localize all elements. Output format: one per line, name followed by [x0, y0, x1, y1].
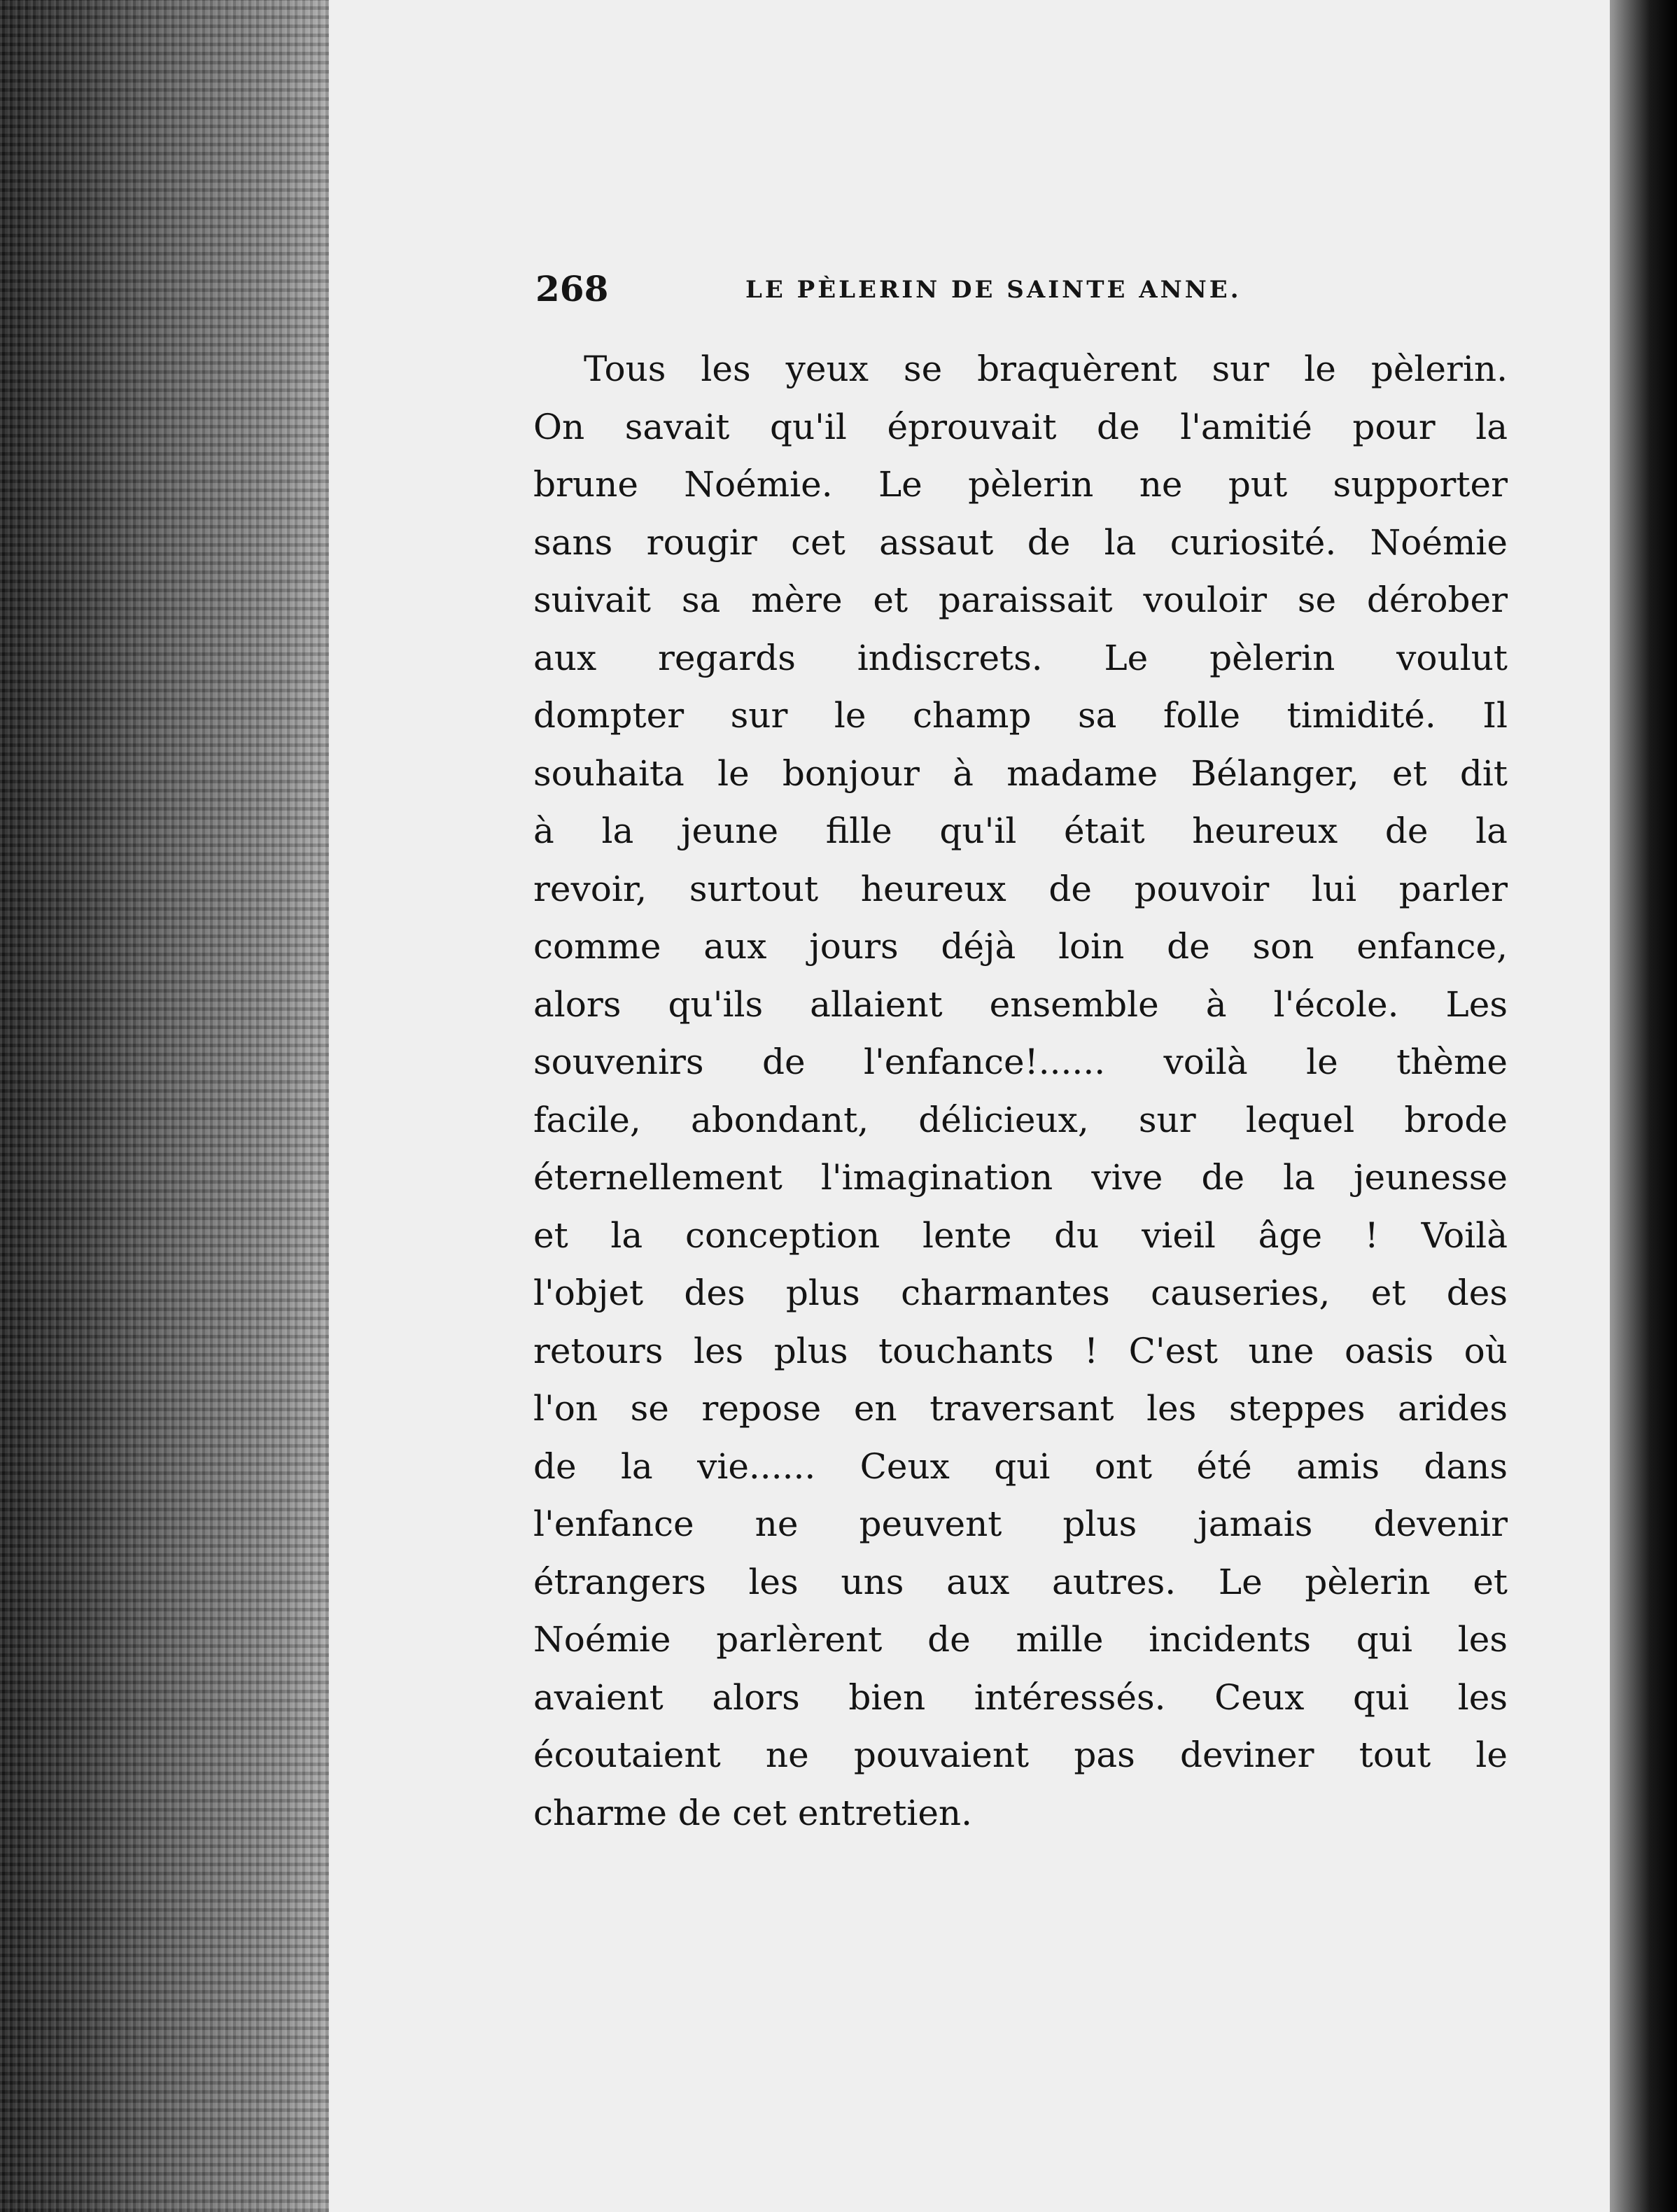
text-line: l'objet des plus charmantes causeries, et des [533, 1273, 1508, 1313]
text-line: suivait sa mère et paraissait vouloir se dérober [533, 580, 1508, 620]
text-line: avaient alors bien intéressés. Ceux qui les [533, 1676, 1508, 1718]
text-line: retours les plus touchants ! C'est une oasis où [533, 1330, 1508, 1371]
page-right-edge [1610, 0, 1677, 2212]
text-line: alors qu'ils allaient ensemble à l'école. Les [533, 983, 1508, 1025]
text-line: Noémie parlèrent de mille incidents qui les [533, 1619, 1508, 1660]
text-line: sans rougir cet assaut de la curiosité. Noémie [533, 522, 1508, 563]
book-spine-edge [0, 0, 329, 2212]
page-number: 268 [535, 268, 609, 309]
text-line: de la vie...... Ceux qui ont été amis dans [533, 1446, 1508, 1487]
text-line: souvenirs de l'enfance!...... voilà le thème [533, 1042, 1508, 1082]
text-line: comme aux jours déjà loin de son enfance, [533, 926, 1508, 967]
text-line: éternellement l'imagination vive de la jeunesse [533, 1157, 1508, 1198]
text-line: étrangers les uns aux autres. Le pèlerin et [533, 1561, 1508, 1602]
text-line: écoutaient ne pouvaient pas deviner tout le [533, 1735, 1508, 1775]
text-line: aux regards indiscrets. Le pèlerin voulut [533, 637, 1508, 678]
text-line: dompter sur le champ sa folle timidité. Il [533, 695, 1508, 736]
text-line: On savait qu'il éprouvait de l'amitié pour la [533, 406, 1508, 447]
text-line: à la jeune fille qu'il était heureux de la [533, 811, 1508, 851]
text-line: Tous les yeux se braquèrent sur le pèlerin. [584, 349, 1508, 389]
text-line: l'on se repose en traversant les steppes arides [533, 1388, 1508, 1429]
text-line: facile, abondant, délicieux, sur lequel brode [533, 1099, 1508, 1140]
running-head: LE PÈLERIN DE SAINTE ANNE. [745, 276, 1242, 304]
text-line: et la conception lente du vieil âge ! Voilà [533, 1214, 1508, 1256]
page-header [535, 265, 1512, 314]
text-line: revoir, surtout heureux de pouvoir lui parler [533, 868, 1508, 909]
text-line: souhaita le bonjour à madame Bélanger, et dit [533, 752, 1508, 794]
body-paragraph [533, 340, 1508, 1842]
text-line: l'enfance ne peuvent plus jamais devenir [533, 1504, 1508, 1544]
text-line: charme de cet entretien. [533, 1792, 973, 1833]
text-line: brune Noémie. Le pèlerin ne put supporter [533, 464, 1508, 505]
